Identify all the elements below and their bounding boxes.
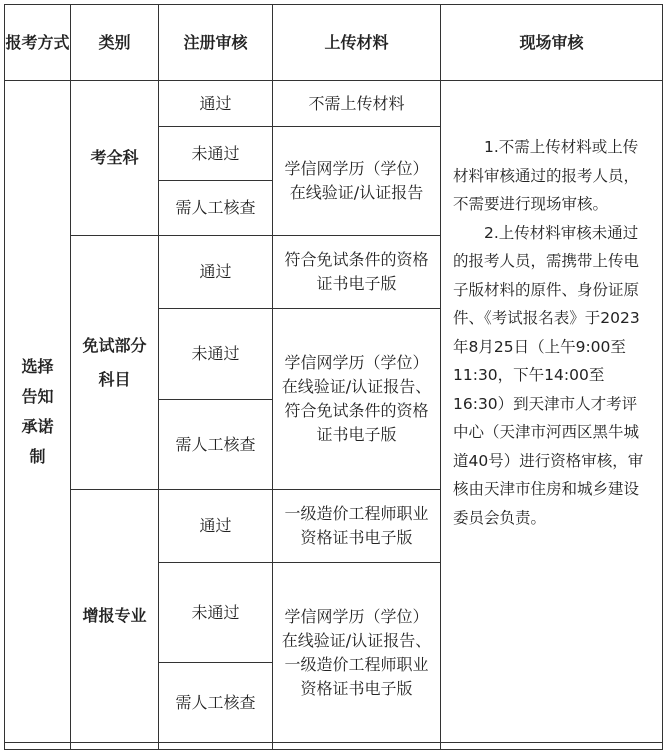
empty-cell <box>273 743 441 750</box>
upload-cell: 学信网学历（学位）在线验证/认证报告、符合免试条件的资格证书电子版 <box>273 309 441 490</box>
header-upload: 上传材料 <box>273 5 441 81</box>
upload-cell: 学信网学历（学位）在线验证/认证报告 <box>273 127 441 236</box>
upload-cell: 一级造价工程师职业资格证书电子版 <box>273 490 441 563</box>
review-cell: 未通过 <box>159 127 273 181</box>
header-row <box>5 5 663 81</box>
empty-cell <box>159 743 273 750</box>
category-cell: 免试部分科目 <box>71 236 159 490</box>
header-onsite: 现场审核 <box>441 5 663 81</box>
header-method: 报考方式 <box>5 5 71 81</box>
header-category: 类别 <box>71 5 159 81</box>
table-row <box>5 81 663 127</box>
header-review: 注册审核 <box>159 5 273 81</box>
method-cell: 选择告知承诺制 <box>5 81 71 743</box>
category-cell: 增报专业 <box>71 490 159 743</box>
requirements-table-wrapper <box>4 4 663 750</box>
onsite-description-cell <box>441 81 663 743</box>
empty-cell <box>5 743 71 750</box>
review-cell: 通过 <box>159 490 273 563</box>
empty-cell <box>441 743 663 750</box>
review-cell: 需人工核查 <box>159 181 273 236</box>
upload-cell: 学信网学历（学位）在线验证/认证报告、一级造价工程师职业资格证书电子版 <box>273 563 441 743</box>
table-row <box>5 743 663 750</box>
review-cell: 需人工核查 <box>159 400 273 490</box>
review-cell: 未通过 <box>159 563 273 663</box>
review-cell: 通过 <box>159 81 273 127</box>
upload-cell: 不需上传材料 <box>273 81 441 127</box>
requirements-table <box>4 4 663 750</box>
onsite-paragraph-2: 2.上传材料审核未通过的报考人员，需携带上传电子版材料的原件、身份证原件、《考试报名表》于2023年8月25日（上午9:00至11:30，下午14:00至16:30）到天津市人才考评中心（天津市河西区黑牛城道40号）进行资格审核，审核由天津市住房和城乡建设委员会负责。 <box>453 223 644 527</box>
category-cell: 考全科 <box>71 81 159 236</box>
review-cell: 需人工核查 <box>159 663 273 743</box>
upload-cell: 符合免试条件的资格证书电子版 <box>273 236 441 309</box>
review-cell: 未通过 <box>159 309 273 400</box>
onsite-paragraph-1: 1.不需上传材料或上传材料审核通过的报考人员，不需要进行现场审核。 <box>453 138 640 213</box>
empty-cell <box>71 743 159 750</box>
review-cell: 通过 <box>159 236 273 309</box>
